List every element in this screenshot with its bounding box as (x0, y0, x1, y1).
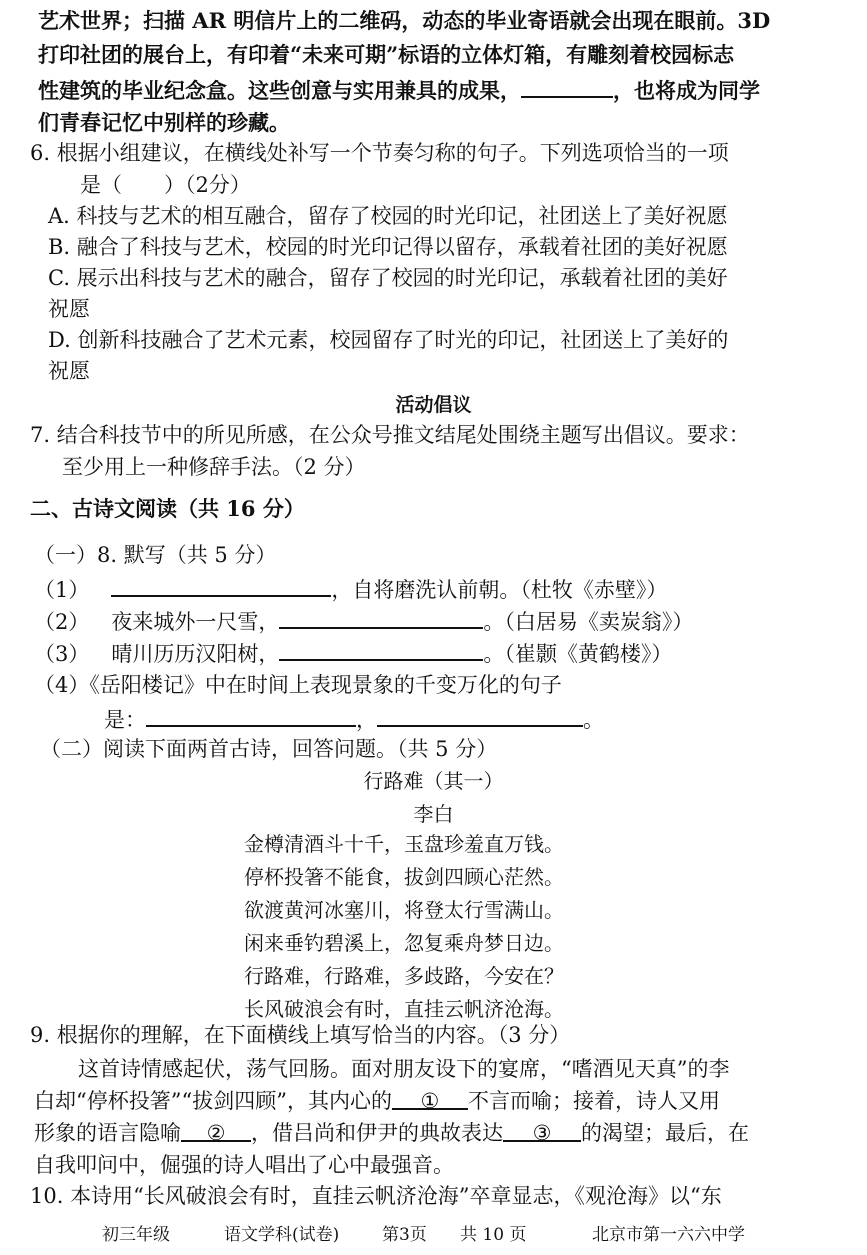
recite-item-2-before: 夜来城外一尺雪， (111, 610, 280, 634)
intro-line-3 (38, 74, 760, 106)
q6-option-c[interactable]: C. 展示出科技与艺术的融合，留存了校园的时光印记，承载着社团的美好 (48, 266, 728, 290)
poem-line: 金樽清酒斗十千，玉盘珍羞直万钱。 (244, 832, 564, 856)
q9-paragraph-line-4: 自我叩问中，倔强的诗人唱出了心中最强音。 (34, 1153, 454, 1177)
footer-school: 北京市第一六六中学 (592, 1225, 745, 1245)
recite-item-1-after: ，自将磨洗认前朝。（杜牧《赤壁》） (331, 578, 668, 602)
recite-item-4-mid: ， (356, 708, 377, 732)
activity-heading: 活动倡议 (395, 394, 472, 416)
recite-item-4-answer (104, 703, 604, 735)
footer-grade: 初三年级 (102, 1225, 170, 1245)
footer-subject: 语文学科(试卷) (224, 1225, 340, 1245)
recite-blank-4b[interactable] (377, 703, 583, 727)
q9-blank-1[interactable] (392, 1086, 468, 1113)
q6-option-a[interactable]: A. 科技与艺术的相互融合，留存了校园的时光印记，社团送上了美好祝愿 (48, 204, 728, 228)
q9-p3-c: 的渴望；最后，在 (581, 1121, 749, 1145)
part-2-heading: （二）阅读下面两首古诗，回答问题。（共 5 分） (40, 737, 498, 761)
recite-blank-3[interactable] (279, 637, 483, 661)
footer-total: 共 10 页 (460, 1225, 527, 1245)
recite-item-4: （4）《岳阳楼记》中在时间上表现景象的千变万化的句子 (34, 673, 562, 697)
poem-line: 欲渡黄河冰塞川，将登太行雪满山。 (244, 898, 564, 922)
recite-item-1 (34, 573, 667, 605)
q6-option-c-cont: 祝愿 (48, 297, 90, 321)
q6-stem-1: 6. 根据小组建议，在横线处补写一个节奏匀称的句子。下列选项恰当的一项 (30, 141, 729, 165)
recite-blank-2[interactable] (279, 605, 483, 629)
part-1-heading: （一）8. 默写（共 5 分） (34, 543, 277, 567)
blank-marker-1: ① (420, 1089, 440, 1113)
recite-item-2-num: （2） (34, 610, 90, 634)
q6-option-d[interactable]: D. 创新科技融合了艺术元素，校园留存了时光的印记，社团送上了美好的 (48, 328, 729, 352)
q6-option-b[interactable]: B. 融合了科技与艺术，校园的时光印记得以留存，承载着社团的美好祝愿 (48, 235, 728, 259)
recite-item-4-end: 。 (583, 708, 604, 732)
recite-item-3 (34, 637, 672, 669)
intro-line-1: 艺术世界；扫描 AR 明信片上的二维码，动态的毕业寄语就会出现在眼前。3D (38, 8, 771, 33)
section-2-heading: 二、古诗文阅读（共 16 分） (30, 496, 305, 521)
recite-item-4-prefix: 是： (104, 708, 146, 732)
q6-option-d-cont: 祝愿 (48, 359, 90, 383)
poem-author: 李白 (413, 802, 454, 826)
poem-line: 行路难，行路难，多歧路，今安在？ (244, 964, 564, 988)
recite-item-3-before: 晴川历历汉阳树， (111, 642, 280, 666)
q6-stem-2: 是（ ）（2分） (80, 173, 251, 197)
q7-line-2: 至少用上一种修辞手法。（2 分） (62, 455, 366, 479)
q9-paragraph-line-2 (34, 1086, 720, 1116)
q9-p2-a: 白却“停杯投箸”“拔剑四顾”，其内心的 (34, 1089, 392, 1113)
recite-blank-1[interactable] (111, 573, 331, 597)
poem-line: 停杯投箸不能食，拔剑四顾心茫然。 (244, 865, 564, 889)
q9-blank-2[interactable] (181, 1118, 251, 1145)
recite-item-2-after: 。（白居易《卖炭翁》） (483, 610, 694, 634)
blank-marker-2: ② (206, 1121, 226, 1145)
q9-p3-b: ，借吕尚和伊尹的典故表达 (251, 1121, 503, 1145)
intro-line-2: 打印社团的展台上，有印着“未来可期”标语的立体灯箱，有雕刻着校园标志 (38, 42, 735, 67)
blank-marker-3: ③ (532, 1121, 552, 1145)
intro-line-4: 们青春记忆中别样的珍藏。 (38, 110, 290, 135)
answer-blank[interactable] (521, 74, 613, 98)
poem-title: 行路难（其一） (363, 769, 504, 793)
q9-paragraph-line-1: 这首诗情感起伏，荡气回肠。面对朋友设下的宴席，“嗜酒见天真”的李 (78, 1057, 730, 1081)
q9-blank-3[interactable] (503, 1118, 581, 1145)
q10-line-1: 10. 本诗用“长风破浪会有时，直挂云帆济沧海”卒章显志，《观沧海》以“东 (30, 1184, 722, 1208)
q9-stem: 9. 根据你的理解，在下面横线上填写恰当的内容。（3 分） (30, 1023, 571, 1047)
recite-blank-4a[interactable] (146, 703, 356, 727)
recite-item-1-num: （1） (34, 578, 90, 602)
footer-page: 第3页 (382, 1225, 427, 1245)
q9-p3-a: 形象的语言隐喻 (34, 1121, 181, 1145)
poem-line: 长风破浪会有时，直挂云帆济沧海。 (244, 997, 564, 1021)
poem-line: 闲来垂钓碧溪上，忽复乘舟梦日边。 (244, 931, 564, 955)
recite-item-3-after: 。（崔颢《黄鹤楼》） (483, 642, 673, 666)
recite-item-3-num: （3） (34, 642, 90, 666)
q7-line-1: 7. 结合科技节中的所见所感，在公众号推文结尾处围绕主题写出倡议。要求： (30, 423, 750, 447)
q9-p2-b: 不言而喻；接着，诗人又用 (467, 1089, 720, 1113)
recite-item-2 (34, 605, 693, 637)
q9-paragraph-line-3 (34, 1118, 749, 1148)
intro-line-3-end: ，也将成为同学 (613, 78, 760, 103)
intro-line-3-text: 性建筑的毕业纪念盒。这些创意与实用兼具的成果， (38, 78, 521, 103)
